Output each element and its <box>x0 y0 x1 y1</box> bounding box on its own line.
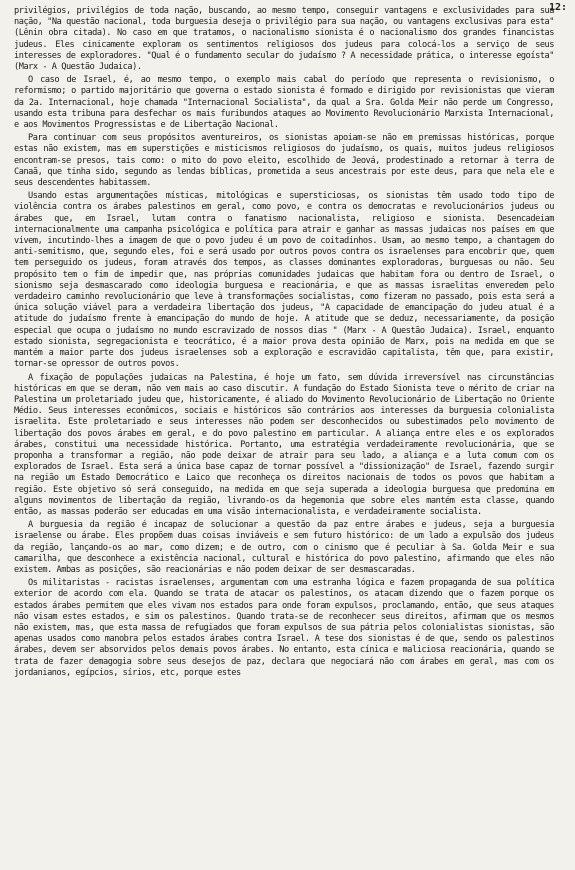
paragraph: O caso de Israel, é, ao mesmo tempo, o exemplo mais cabal do período que representa o revisionismo, o reformismo; o partido majoritário que governa o estado sionista é formado e dirigido por revisionistas que vieram da 2a. Internacional, hoje chamada "Internacional Socialista", da qual a Sra. Golda Meir não perde um Congresso, usando esta tribuna para desfechar os mais furibundos ataques ao Movimento Revolucionário Marxista Internacional, e aos Movimentos Progressistas e de Libertação Nacional. <box>14 75 554 131</box>
paragraph: Os militaristas - racistas israelenses, argumentam com uma estranha lógica e fazem propaganda de sua política exterior de acordo com ela. Quando se trata de atacar os palestinos, os atacam dizendo que o fazem porque os estados árabes permitem que eles vivam nos estados para onde foram expulsos, proclamando, então, que seus ataques não visam estes estados, e sim os palestinos. Quando trata-se de reconhecer seus direitos, afirmam que os mesmos não existem, mas, que esta massa de refugiados que foram expulsos de sua pátria pelos colonialistas sionistas, são apenas usados como manobra pelos estados árabes contra Israel. A tese dos sionistas é de que, sendo os palestinos árabes, devem ser absorvidos pelos demais povos árabes. No entanto, esta cínica e maliciosa reacionária, quando se trata de fazer demagogia sobre seus desejos de paz, declara que negociará não com árabes em geral, mas com os jordanianos, egípcios, sírios, etc, porque estes <box>14 578 554 678</box>
page-number: 12: <box>548 2 567 13</box>
paragraph: Para continuar com seus propósitos aventureiros, os sionistas apoiam-se não em premissas históricas, porque estas não existem, mas em superstições e misticismos religiosos do judaísmo, os quais, muitos judeus religiosos encontram-se presos, tais como: o mito do povo eleito, escolhido de Jeová, prodestinado a retornar à terra de Canaã, que tinha sido, segundo as lendas bíblicas, prometida a seus ancestrais por este deus, para que nela ele e seus descendentes habitassem. <box>14 133 554 189</box>
body-text <box>14 6 554 679</box>
paragraph: A burguesia da região é incapaz de solucionar a questão da paz entre árabes e judeus, seja a burguesia israelense ou árabe. Eles propõem duas coisas inviáveis e sem futuro histórico: de um lado a expulsão dos judeus da região, lançando-os ao mar, como dizem; e de outro, com o cinismo que é peculiar à Sa. Golda Meir e sua camarilha, que desconhece a existência nacional, cultural e histórica do povo palestino, afirmando que eles não existem. Ambas as posições, são reacionárias e não podem deixar de ser desmascaradas. <box>14 520 554 575</box>
paragraph: A fixação de populações judaicas na Palestina, é hoje um fato, sem dúvida irreversível nas circunstâncias históricas em que se deram, não vem mais ao caso discutir. A fundação do Estado Sionista teve o mérito de criar na Palestina um proletariado judeu que, historicamente, é aliado do Movimento Revolucionário de Libertação no Oriente Médio. Seus interesses econômicos, sociais e históricos são contrários aos interesses da burguesia colonialista israelita. Este proletariado e seus interesses não podem ser desconhecidos ou subestimados pelo movimento de libertação dos povos árabes em geral, e do povo palestino em particular. A aliança entre eles e os explorados árabes, constitui uma necessidade histórica. Portanto, uma estratégia verdadeiramente revolucionária, que se proponha a transformar a região, não pode deixar de atrair para seu lado, a aliança e a luta comum com os explorados de Israel. Esta será a única base capaz de tornar possível a "dissionização" de Israel, fazendo surgir na região um Estado Democrático e Laico que reconheça os direitos nacionais de todos os povos que habitam a região. Este objetivo só será conseguido, na medida em que seja superada a ideologia burguesa que predomina em alguns movimentos de libertação da região, livrando-os da hegemonia que sobre eles mantém esta classe, quando então, as massas poderão ser educadas em uma visão internacionalista, e verdadeiramente socialista. <box>14 372 554 517</box>
paragraph: privilégios, privilégios de toda nação, buscando, ao mesmo tempo, conseguir vantagens e exclusividades para sua nação, "Na questão nacional, toda burguesia deseja o privilégio para sua nação, ou vantagens exclusivas para esta" (Lênin obra citada). No caso em que tratamos, o nacionalismo sionista é o nacionalismo dos grandes financistas judeus. Eles cinicamente exploram os sentimentos religiosos dos judeus para colocá-los a serviço de seus interesses de exploradores. "Qual é o fundamento secular do judaísmo ? A necessidade prática, o interesse egoísta" (Marx - A Questão Judaica). <box>14 6 554 73</box>
paragraph: Usando estas argumentações místicas, mitológicas e supersticiosas, os sionistas têm usado todo tipo de violência contra os árabes palestinos em geral, como povo, e contra os democratas e revolucionários judeus ou árabes que, em Israel, lutam contra o fanatismo nacionalista, religioso e sionista. Desencadeiam internacionalmente uma campanha psicológica e política para atrair e ganhar as massas judaicas nos países em que vivem, incutindo-lhes a imagem de que o povo judeu é um povo de coitadinhos. Usam, ao mesmo tempo, a chantagem do anti-semitismo, que, segundo eles, foi e será usado por outros povos contra os israelenses para encobrir que, quem tem perseguido os judeus, foram através dos tempos, as classes dominantes exploradoras, burguesas ou não. Seu propósito tem o fim de impedir que, nas próprias comunidades judaicas que habitam fora ou dentro de Israel, o sionismo seja desmascarado como ideologia burguesa e reacionária, e que as massas israelitas enveredem pelo verdadeiro caminho revolucionário que leve à transformações socialistas, como fizeram no passado, pois esta será a única solução viável para a verdadeira libertação dos judeus, "A capacidade de emancipação do judeu atual é a atitude do judaísmo frente à emancipação do mundo de hoje. A atitude que se deduz, necessariamente, da posição especial que ocupa o judaísmo no mundo escravizado de nossos dias " (Marx - A Questão Judaica). Israel, enquanto estado sionista, segregacionista e teocrático, é a maior prova desta opinião de Marx, pois na medida em que se mantém a maior parte dos judeus israelenses sob a exploração e escravidão capitalista, têm que, para existir, tornar-se opressor de outros povos. <box>14 191 554 370</box>
